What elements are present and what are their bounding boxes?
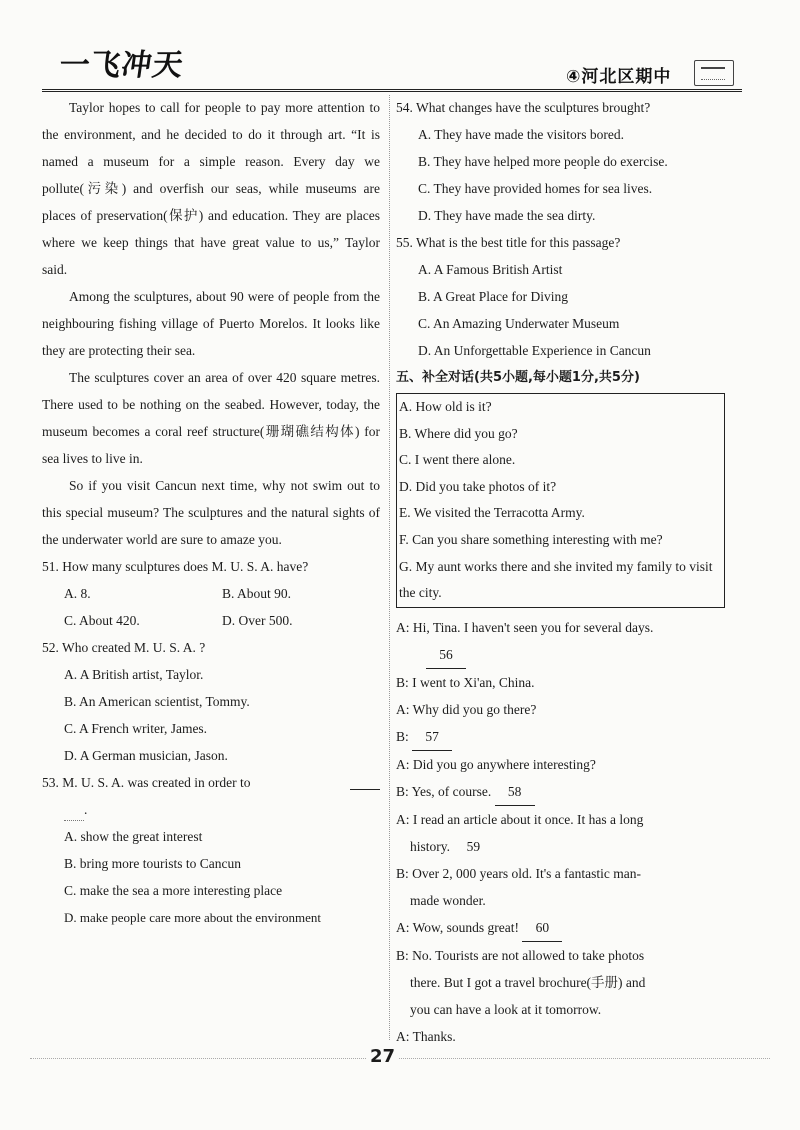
option-a[interactable]: A. They have made the visitors bored. <box>418 127 624 142</box>
page-number: 27 <box>366 1046 399 1067</box>
answer-blank-cont[interactable] <box>64 800 84 821</box>
option-c[interactable]: C. About 420. <box>64 613 140 628</box>
dialogue-line: A: I read an article about it once. It has a long <box>396 811 644 827</box>
answer-blank[interactable] <box>350 769 380 790</box>
question-53 <box>42 769 380 931</box>
choice-c: C. I went there alone. <box>399 452 516 468</box>
dialogue-line: B: Over 2, 000 years old. It's a fantastic man- <box>396 865 641 881</box>
option-d[interactable]: D. Over 500. <box>222 613 293 628</box>
dialogue-line <box>396 914 731 942</box>
choice-a: A. How old is it? <box>399 399 492 414</box>
option-b[interactable]: B. About 90. <box>222 586 292 601</box>
dialogue-line: B: No. Tourists are not allowed to take photos <box>396 947 645 963</box>
dialogue-line-cont: you can have a look at it tomorrow. <box>410 1001 602 1017</box>
option-a[interactable]: A. A British artist, Taylor. <box>64 667 204 682</box>
option-a[interactable]: A. A Famous British Artist <box>418 262 563 277</box>
question-stem-cont <box>42 796 380 823</box>
option-b[interactable]: B. An American scientist, Tommy. <box>64 694 250 709</box>
option-c[interactable]: C. They have provided homes for sea lives. <box>418 181 653 196</box>
question-stem: 55. What is the best title for this passage? <box>396 235 621 250</box>
question-stem: 52. Who created M. U. S. A. ? <box>42 640 206 655</box>
question-stem-text: 53. M. U. S. A. was created in order to <box>42 775 251 790</box>
answer-blank-59[interactable]: 59 <box>466 838 481 854</box>
dialogue-line: A: Thanks. <box>396 1028 456 1044</box>
dialogue-line: A: Hi, Tina. I haven't seen you for several days. <box>396 619 654 635</box>
choice-f: F. Can you share something interesting with me? <box>399 531 663 547</box>
option-c[interactable]: C. An Amazing Underwater Museum <box>418 316 620 331</box>
choice-d: D. Did you take photos of it? <box>399 478 557 494</box>
dialogue-line: A: Did you go anywhere interesting? <box>396 756 596 772</box>
question-55 <box>396 229 731 364</box>
answer-blank-58[interactable]: 58 <box>495 778 535 806</box>
option-c[interactable]: C. A French writer, James. <box>64 721 208 736</box>
header-emblem-icon <box>694 60 734 86</box>
option-d[interactable]: D. make people care more about the environment <box>64 910 322 925</box>
passage-paragraph-1: Taylor hopes to call for people to pay more attention to the environment, and he decided to do it through art. “It is named a museum for a simple reason. Every day we pollute(污染) and overfish our seas, while museums are places of preservation(保护) and education. They are places where we keep things that have great value to us,” Taylor said. <box>42 100 380 277</box>
option-d[interactable]: D. They have made the sea dirty. <box>418 208 596 223</box>
passage-paragraph-4: So if you visit Cancun next time, why not swim out to this special museum? The sculptures and the natural sights of the underwater world are sure to amaze you. <box>42 478 380 547</box>
question-52 <box>42 634 380 769</box>
dialogue-blank-line <box>396 641 731 669</box>
option-d[interactable]: D. An Unforgettable Experience in Cancun <box>418 343 651 358</box>
dialogue-line-cont <box>396 833 731 860</box>
passage-paragraph-3: The sculptures cover an area of over 420 square metres. There used to be nothing on the seabed. However, today, the museum becomes a coral reef structure(珊瑚礁结构体) for sea lives to live in. <box>42 370 380 466</box>
option-a[interactable]: A. 8. <box>64 586 91 601</box>
question-stem-end: . <box>84 802 88 817</box>
choice-b: B. Where did you go? <box>399 425 518 441</box>
option-b[interactable]: B. A Great Place for Diving <box>418 289 568 304</box>
choice-g: G. My aunt works there and she invited my family to visit the city. <box>399 558 713 601</box>
answer-blank-57[interactable]: 57 <box>412 723 452 751</box>
dialogue-line <box>396 723 731 751</box>
dialogue-prefix: B: Yes, of course. <box>396 783 492 799</box>
question-stem <box>42 769 380 796</box>
option-d[interactable]: D. A German musician, Jason. <box>64 748 228 763</box>
question-stem: 54. What changes have the sculptures brought? <box>396 100 651 115</box>
dialogue-prefix: A: Wow, sounds great! <box>396 919 520 935</box>
passage-paragraph-2: Among the sculptures, about 90 were of people from the neighbouring fishing village of Puerto Morelos. It looks like they are protecting their sea. <box>42 289 380 358</box>
dialogue-line <box>396 778 731 806</box>
brand-logo: 一飞冲天 <box>57 48 186 83</box>
left-column <box>42 94 380 931</box>
option-row <box>64 580 380 607</box>
dialogue-line-cont: there. But I got a travel brochure(手册) and <box>410 974 646 990</box>
footer-rule <box>30 1058 770 1059</box>
column-divider <box>389 95 390 1040</box>
dialogue-line: A: Why did you go there? <box>396 701 537 717</box>
choice-box <box>396 393 725 608</box>
dialogue <box>396 614 731 1050</box>
option-b[interactable]: B. They have helped more people do exercise. <box>418 154 668 169</box>
dialogue-line: B: I went to Xi'an, China. <box>396 674 535 690</box>
dialogue-prefix: B: <box>396 728 409 744</box>
option-row <box>64 607 380 634</box>
right-column <box>396 94 731 1050</box>
option-b[interactable]: B. bring more tourists to Cancun <box>64 856 241 871</box>
answer-blank-56[interactable]: 56 <box>426 641 466 669</box>
choice-e: E. We visited the Terracotta Army. <box>399 505 585 521</box>
section-heading: 五、补全对话(共5小题,每小题1分,共5分) <box>396 370 640 385</box>
question-54 <box>396 94 731 229</box>
option-a[interactable]: A. show the great interest <box>64 829 203 844</box>
question-stem: 51. How many sculptures does M. U. S. A. have? <box>42 559 309 574</box>
answer-blank-60[interactable]: 60 <box>522 914 562 942</box>
option-c[interactable]: C. make the sea a more interesting place <box>64 883 283 898</box>
dialogue-line-cont: made wonder. <box>410 892 486 908</box>
header-rule <box>42 89 742 92</box>
question-51 <box>42 553 380 634</box>
dialogue-cont-text: history. <box>410 838 450 854</box>
series-title: ④河北区期中 <box>566 67 672 87</box>
